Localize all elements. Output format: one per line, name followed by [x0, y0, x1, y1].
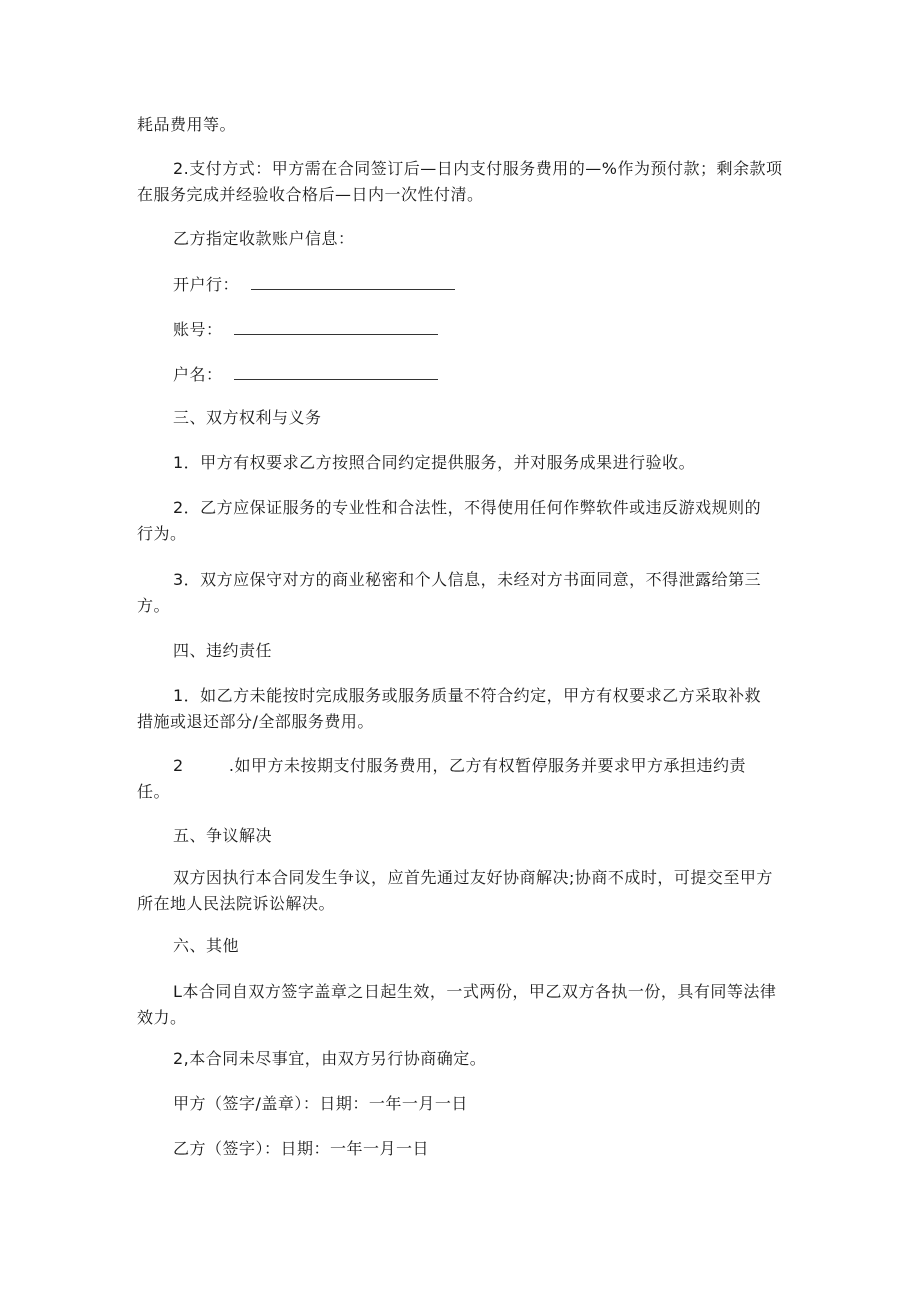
section3-heading: 三、双方权利与义务 — [173, 408, 322, 427]
section3-item1: 1．甲方有权要求乙方按照合同约定提供服务，并对服务成果进行验收。 — [173, 453, 696, 472]
account-holder-blank-line — [234, 366, 438, 380]
section6-heading: 六、其他 — [173, 936, 240, 955]
section4-item2-line2: 任。 — [137, 782, 171, 801]
party-b-signature-line: 乙方（签字）：日期：一年一月一日 — [173, 1139, 430, 1158]
section4-heading: 四、违约责任 — [173, 641, 273, 660]
account-holder-label: 户名： — [173, 365, 223, 384]
section6-item1-line2: 效力。 — [137, 1008, 187, 1027]
section6-item2: 2,本合同未尽事宜，由双方另行协商确定。 — [173, 1049, 487, 1068]
section3-item2-line2: 行为。 — [137, 524, 187, 543]
section4-item1-line2: 措施或退还部分/全部服务费用。 — [137, 712, 374, 731]
bank-blank-line — [251, 276, 455, 290]
account-info-heading: 乙方指定收款账户信息： — [173, 229, 355, 248]
section3-item3-line1: 3．双方应保守对方的商业秘密和个人信息，未经对方书面同意，不得泄露给第三 — [173, 570, 762, 589]
section5-heading: 五、争议解决 — [173, 826, 273, 845]
section6-item1-line1: L本合同自双方签字盖章之日起生效，一式两份，甲乙双方各执一份，具有同等法律 — [173, 982, 777, 1001]
account-holder-row — [173, 365, 438, 385]
section4-item1-line1: 1．如乙方未能按时完成服务或服务质量不符合约定，甲方有权要求乙方采取补救 — [173, 686, 762, 705]
payment-method-line1: 2.支付方式：甲方需在合同签订后—日内支付服务费用的—%作为预付款；剩余款项 — [173, 159, 783, 178]
section4-item2-number: 2 — [173, 756, 184, 775]
party-a-signature-line: 甲方（签字/盖章）：日期：一年一月一日 — [173, 1094, 468, 1113]
section5-line2: 所在地人民法院诉讼解决。 — [137, 894, 336, 913]
account-number-label: 账号： — [173, 320, 223, 339]
section3-item2-line1: 2．乙方应保证服务的专业性和合法性，不得使用任何作弊软件或违反游戏规则的 — [173, 498, 762, 517]
bank-label: 开户行： — [173, 275, 240, 294]
section3-item3-line2: 方。 — [137, 596, 171, 615]
section5-line1: 双方因执行本合同发生争议，应首先通过友好协商解决;协商不成时，可提交至甲方 — [173, 868, 773, 887]
section4-item2-line1 — [173, 756, 746, 776]
section4-item2-text: .如甲方未按期支付服务费用，乙方有权暂停服务并要求甲方承担违约责 — [228, 756, 746, 775]
bank-field-row — [173, 275, 455, 295]
materials-fee-tail: 耗品费用等。 — [137, 115, 237, 134]
payment-method-line2: 在服务完成并经验收合格后—日内一次性付清。 — [137, 185, 484, 204]
account-number-row — [173, 320, 438, 340]
account-number-blank-line — [234, 321, 438, 335]
